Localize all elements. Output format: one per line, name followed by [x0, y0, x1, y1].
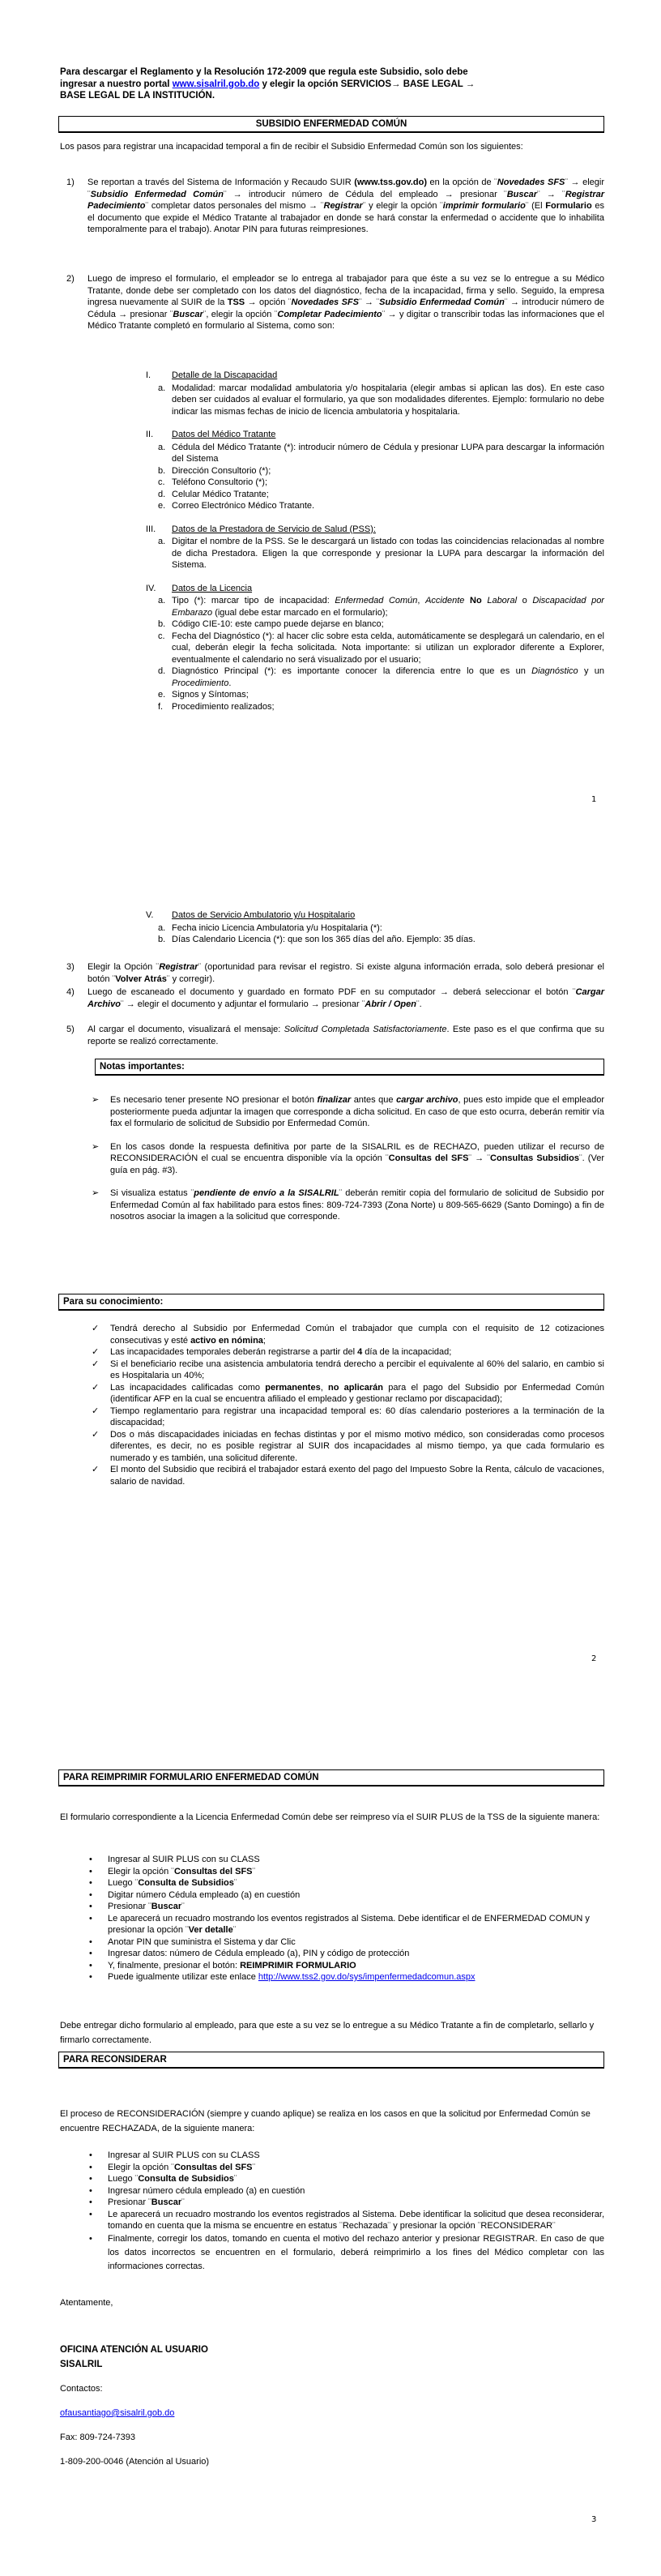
- subsection-III: III. Datos de la Prestadora de Servicio de Salud (PSS):: [146, 524, 376, 534]
- note-item: ➢ Es necesario tener presente NO presionar el botón finalizar antes que cargar archivo, pues esto impide que el empleador posteriormente pueda adjuntar la imagen que corresponde a dicha solicitud. En caso de que esto ocurra, deberán remitir vía fax el formulario de solicitud de Subsidio por Enfermedad Común.: [92, 1095, 604, 1128]
- reprint-item: • Luego ¨Consulta de Subsidios¨: [89, 1878, 237, 1888]
- checkmark-icon: ✓: [92, 1382, 100, 1393]
- signature-block: [60, 2343, 604, 2469]
- step-1: 1) Se reportan a través del Sistema de Información y Recaudo SUIR (www.tss.gov.do) en la opción de ¨Novedades SFS¨ → elegir ¨Subsidio Enfermedad Común¨ → introducir número de Cédula del empleado → presionar ¨Buscar¨ → ¨Registrar Padecimiento¨ completar datos personales del mismo → ¨Registrar¨ y elegir la opción ¨imprimir formulario¨ (El Formulario es el documento que expide el Médico Tratante al trabajador en donde se hará constar la enfermedad o accidente que lo inhabilita temporalmente para el trabajo). Anotar PIN para futuras reimpresiones.: [66, 178, 604, 234]
- subsection-list-page1: I. Detalle de la Discapacidad a. Modalidad: marcar modalidad ambulatoria y/o hospitalaria (elegir ambas si aplican las dos). En este caso deben ser cuidados al evaluar el formulario, ya que son modalidades diferentes. Ejemplo: formulario no debe indicar las mismas fechas de inicio de licencia ambulatoria y hospitalaria. II. Datos del Médico Tratante a. Cédula del Médico Tratante (*): introducir número de Cédula y presionar LUPA para descargar la información del Sistema b. Dirección Consultorio (*); c. Teléfono Consultorio (*); d. Celular Médico Tratante; e. Correo Electrónico Médico Tratante. III. Datos de la Prestadora de Servicio de Salud (PSS): a. Digitar el nombre de la PSS. Se le descargará un listado con todas las coincidencias relacionadas al nombre de dicha Prestadora. Eligen la que corresponde y presionar la LUPA para descargar la información del Sistema. IV. Datos de la Licencia a. Tipo (*): marcar tipo de incapacidad: Enfermedad Común, Accidente No Laboral o Discapacidad por Embarazo (igual debe estar marcado en el formulario); b. Código CIE-10: este campo puede dejarse en blanco; c. Fecha del Diagnóstico (*): al hacer clic sobre esta celda, automáticamente se desplegará un calendario, en el cual, deberán elegir la fecha solicitada. Nota importante: si utilizan un explorador diferente a Explorer, eventualmente el calendario no será visualizado por el usuario; d. Diagnóstico Principal (*): es importante conocer la diferencia entre lo que es un Diagnóstico y un Procedimiento. e. Signos y Síntomas; f. Procedimiento realizados;: [146, 370, 604, 712]
- reconsider-item: • Elegir la opción ¨Consultas del SFS¨: [89, 2162, 256, 2172]
- intro-line-3: BASE LEGAL DE LA INSTITUCIÓN.: [60, 91, 215, 101]
- page-number-1: 1: [591, 795, 597, 804]
- knowledge-item: ✓ El monto del Subsidio que recibirá el trabajador estará exento del pago del Impuesto Sobre la Renta, cálculo de vacaciones, salario de navidad.: [92, 1465, 604, 1487]
- knowledge-item: ✓ Las incapacidades temporales deberán registrarse a partir del 4 día de la incapacidad;: [92, 1347, 452, 1357]
- knowledge-item: ✓ Si el beneficiario recibe una asistencia ambulatoria tendrá derecho a percibir el equivalente al 60% del salario, en cambio si es Hospitalaria un 40%;: [92, 1359, 604, 1380]
- bullet-icon: •: [89, 1866, 92, 1876]
- note-item: ➢ Si visualiza estatus ¨pendiente de envío a la SISALRIL¨ deberán remitir copia del formulario de solicitud de Subsidio por Enfermedad Común al fax habilitado para estos fines: 809-724-7393 (Zona Norte) u 809-565-6629 (Santo Domingo) a fin de nosotros asociar la imagen a la solicitud que corresponde.: [92, 1188, 604, 1222]
- reprint-lead: El formulario correspondiente a la Licencia Enfermedad Común debe ser reimpreso vía el SUIR PLUS de la TSS de la siguiente manera:: [60, 1812, 600, 1822]
- bullet-icon: •: [89, 1936, 92, 1947]
- reconsider-item: • Finalmente, corregir los datos, tomando en cuenta el motivo del rechazo anterior y presionar REGISTRAR. En caso de que los datos incorrectos se encuentren en el formulario, deberá reimprimirlo a los fines del Médico completar con las informaciones correctas.: [89, 2233, 604, 2271]
- subsection-II: II. Datos del Médico Tratante: [146, 430, 276, 439]
- contact-phone: 1-809-200-0046 (Atención al Usuario): [60, 2457, 210, 2467]
- intro-line-1: Para descargar el Reglamento y la Resolución 172-2009 que regula este Subsidio, solo debe: [60, 67, 468, 77]
- office-name: OFICINA ATENCIÓN AL USUARIO: [60, 2345, 208, 2355]
- arrowhead-bullet-icon: ➢: [92, 1095, 100, 1105]
- bullet-icon: •: [89, 1972, 92, 1982]
- checkmark-icon: ✓: [92, 1324, 100, 1333]
- reprint-item: • Ingresar datos: número de Cédula empleado (a), PIN y código de protección: [89, 1949, 410, 1958]
- step-4: 4) Luego de escaneado el documento y guardado en formato PDF en su computador → deberá seleccionar el botón ¨Cargar Archivo¨ → elegir el documento y adjuntar el formulario → presionar ¨Abrir / Open¨.: [66, 987, 604, 1009]
- subsection-I: I. Detalle de la Discapacidad: [146, 370, 278, 380]
- bullet-icon: •: [89, 2162, 92, 2172]
- notes-list: [92, 1094, 604, 1223]
- section-title-subsidio: SUBSIDIO ENFERMEDAD COMÚN: [58, 116, 604, 133]
- reprint-item: • Le aparecerá un recuadro mostrando los eventos registrados al Sistema. Debe identificar el de ENFERMEDAD COMUN y presionar la opción ¨Ver detalle¨: [89, 1913, 590, 1935]
- note-item: ➢ En los casos donde la respuesta definitiva por parte de la SISALRIL es de RECHAZO, pueden utilizar el recurso de RECONSIDERACIÓN el cual se encuentra disponible vía la opción ¨Consultas del SFS¨ → ¨Consultas Subsidios¨. (Ver guía en pág. #3).: [92, 1141, 604, 1175]
- reconsider-lead: El proceso de RECONSIDERACIÓN (siempre y cuando aplique) se realiza en los casos en que la solicitud por Enfermedad Común se encuentre RECHAZADA, de la siguiente manera:: [60, 2109, 591, 2133]
- checkmark-icon: ✓: [92, 1406, 100, 1416]
- reprint-item: • Y, finalmente, presionar el botón: REIMPRIMIR FORMULARIO: [89, 1960, 356, 1971]
- reprint-item: • Ingresar al SUIR PLUS con su CLASS: [89, 1855, 260, 1864]
- page-number-2: 2: [591, 1654, 597, 1663]
- arrowhead-bullet-icon: ➢: [92, 1188, 100, 1198]
- portal-link[interactable]: www.sisalril.gob.do: [172, 79, 260, 89]
- reconsider-item: • Ingresar número cédula empleado (a) en cuestión: [89, 2185, 305, 2196]
- knowledge-item: ✓ Las incapacidades calificadas como permanentes, no aplicarán para el pago del Subsidio por Enfermedad Común (identificar AFP en la cual se encuentra afiliado el empleado y gestionar reclamo por discapacidad);: [92, 1382, 605, 1404]
- bullet-icon: •: [89, 1913, 92, 1923]
- checkmark-icon: ✓: [92, 1429, 100, 1440]
- reprint-item: • Digitar número Cédula empleado (a) en cuestión: [89, 1889, 301, 1900]
- bullet-icon: •: [89, 2209, 92, 2219]
- reconsider-item: • Presionar ¨Buscar¨: [89, 2197, 185, 2207]
- step-2: 2) Luego de impreso el formulario, el empleador se lo entrega al trabajador para que éste a su vez se lo entregue a su Médico Tratante, donde debe ser completado con los datos del diagnóstico, fecha de la incapacidad, firma y sello. Seguido, la empresa ingresa nuevamente al SUIR de la TSS → opción ¨Novedades SFS¨ → ¨Subsidio Enfermedad Común¨ → introducir número de Cédula → presionar ¨Buscar¨, elegir la opción ¨Completar Padecimiento¨ → y digitar o transcribir todas las informaciones que el Médico Tratante completó en formulario al Sistema, como son:: [66, 274, 604, 331]
- reprint-item: • Presionar ¨Buscar¨: [89, 1902, 185, 1911]
- reconsider-item: • Luego ¨Consulta de Subsidios¨: [89, 2174, 237, 2184]
- reprint-closing: Debe entregar dicho formulario al empleado, para que este a su vez se lo entregue a su Médico Tratante a fin de completarlo, sellarlo y firmarlo correctamente.: [60, 2021, 595, 2045]
- contact-fax: Fax: 809-724-7393: [60, 2433, 135, 2442]
- reprint-link[interactable]: http://www.tss2.gov.do/sys/impenfermedadcomun.aspx: [258, 1972, 475, 1982]
- subsection-IV: IV. Datos de la Licencia: [146, 583, 253, 593]
- bullet-icon: •: [89, 2174, 92, 2184]
- knowledge-list: [92, 1323, 604, 1487]
- reprint-list: [89, 1854, 604, 1983]
- knowledge-item: ✓ Tendrá derecho al Subsidio por Enfermedad Común el trabajador que cumpla con el requisito de 12 cotizaciones consecutivas y esté activo en nómina;: [92, 1324, 604, 1346]
- contact-email-link[interactable]: ofausantiago@sisalril.gob.do: [60, 2408, 175, 2418]
- org-name: SISALRIL: [60, 2360, 103, 2369]
- subsection-V: V. Datos de Servicio Ambulatorio y/u Hospitalario: [146, 910, 356, 920]
- intro-line-2: ingresar a nuestro portal www.sisalril.gob.do y elegir la opción SERVICIOS→ BASE LEGAL →: [60, 79, 475, 89]
- bullet-icon: •: [89, 2185, 92, 2196]
- knowledge-item: ✓ Tiempo reglamentario para registrar una incapacidad temporal es: 60 días calendario posteriores a la terminación de la discapacidad;: [92, 1406, 604, 1427]
- bullet-icon: •: [89, 1878, 92, 1888]
- knowledge-header: Para su conocimiento:: [58, 1294, 604, 1311]
- reconsider-header: PARA RECONSIDERAR: [58, 2052, 604, 2069]
- reconsider-list: [89, 2150, 604, 2274]
- intro-paragraph: [60, 66, 604, 102]
- reprint-item: • Anotar PIN que suministra el Sistema y dar Clic: [89, 1936, 296, 1947]
- knowledge-item: ✓ Dos o más discapacidades iniciadas en fechas distintas y por el mismo motivo médico, son consideradas como procesos diferentes, es decir, no es posible registrar al SUIR dos incapacidades al mismo tiempo, ya que cada formulario es numerado y es también, una solicitud diferente.: [92, 1429, 604, 1463]
- bullet-icon: •: [89, 1949, 92, 1958]
- reconsider-item: • Le aparecerá un recuadro mostrando los eventos registrados al Sistema. Debe identificar la solicitud que desea reconsiderar, tomando en cuenta que la misma se encuentre en estatus ¨Rechazada¨ y presionar la opción ¨RECONSIDERAR¨: [89, 2209, 604, 2231]
- bullet-icon: •: [89, 2150, 92, 2160]
- step-5: 5) Al cargar el documento, visualizará el mensaje: Solicitud Completada Satisfactoriamente. Este paso es el que confirma que su reporte se realizó correctamente.: [66, 1025, 604, 1046]
- reprint-item: • Puede igualmente utilizar este enlace http://www.tss2.gov.do/sys/impenfermedadcomun.aspx: [89, 1972, 475, 1982]
- notes-header: Notas importantes:: [95, 1059, 604, 1076]
- bullet-icon: •: [89, 2197, 92, 2207]
- contacts-label: Contactos:: [60, 2384, 103, 2394]
- reprint-header: PARA REIMPRIMIR FORMULARIO ENFERMEDAD COMÚN: [58, 1769, 604, 1787]
- bullet-icon: •: [89, 1960, 92, 1971]
- step-3: 3) Elegir la Opción ¨Registrar¨ (oportunidad para revisar el registro. Si existe alguna información errada, solo deberá presionar el botón ¨Volver Atrás¨ y corregir).: [66, 962, 604, 984]
- checkmark-icon: ✓: [92, 1359, 100, 1369]
- bullet-icon: •: [89, 1855, 92, 1864]
- reconsider-item: • Ingresar al SUIR PLUS con su CLASS: [89, 2150, 260, 2160]
- closing-salutation: Atentamente,: [60, 2298, 113, 2308]
- checkmark-icon: ✓: [92, 1465, 100, 1474]
- page-number-3: 3: [591, 2515, 597, 2524]
- subsection-list-page2: V. Datos de Servicio Ambulatorio y/u Hospitalario a. Fecha inicio Licencia Ambulatoria y/u Hospitalaria (*): b. Días Calendario Licencia (*): que son los 365 días del año. Ejemplo: 35 días.: [146, 909, 604, 946]
- main-lead: Los pasos para registrar una incapacidad temporal a fin de recibir el Subsidio Enfermedad Común son los siguientes:: [60, 142, 523, 152]
- arrowhead-bullet-icon: ➢: [92, 1141, 100, 1152]
- checkmark-icon: ✓: [92, 1347, 100, 1357]
- bullet-icon: •: [89, 1889, 92, 1900]
- bullet-icon: •: [89, 1902, 92, 1911]
- reprint-item: • Elegir la opción ¨Consultas del SFS¨: [89, 1866, 256, 1876]
- bullet-icon: •: [89, 2233, 92, 2244]
